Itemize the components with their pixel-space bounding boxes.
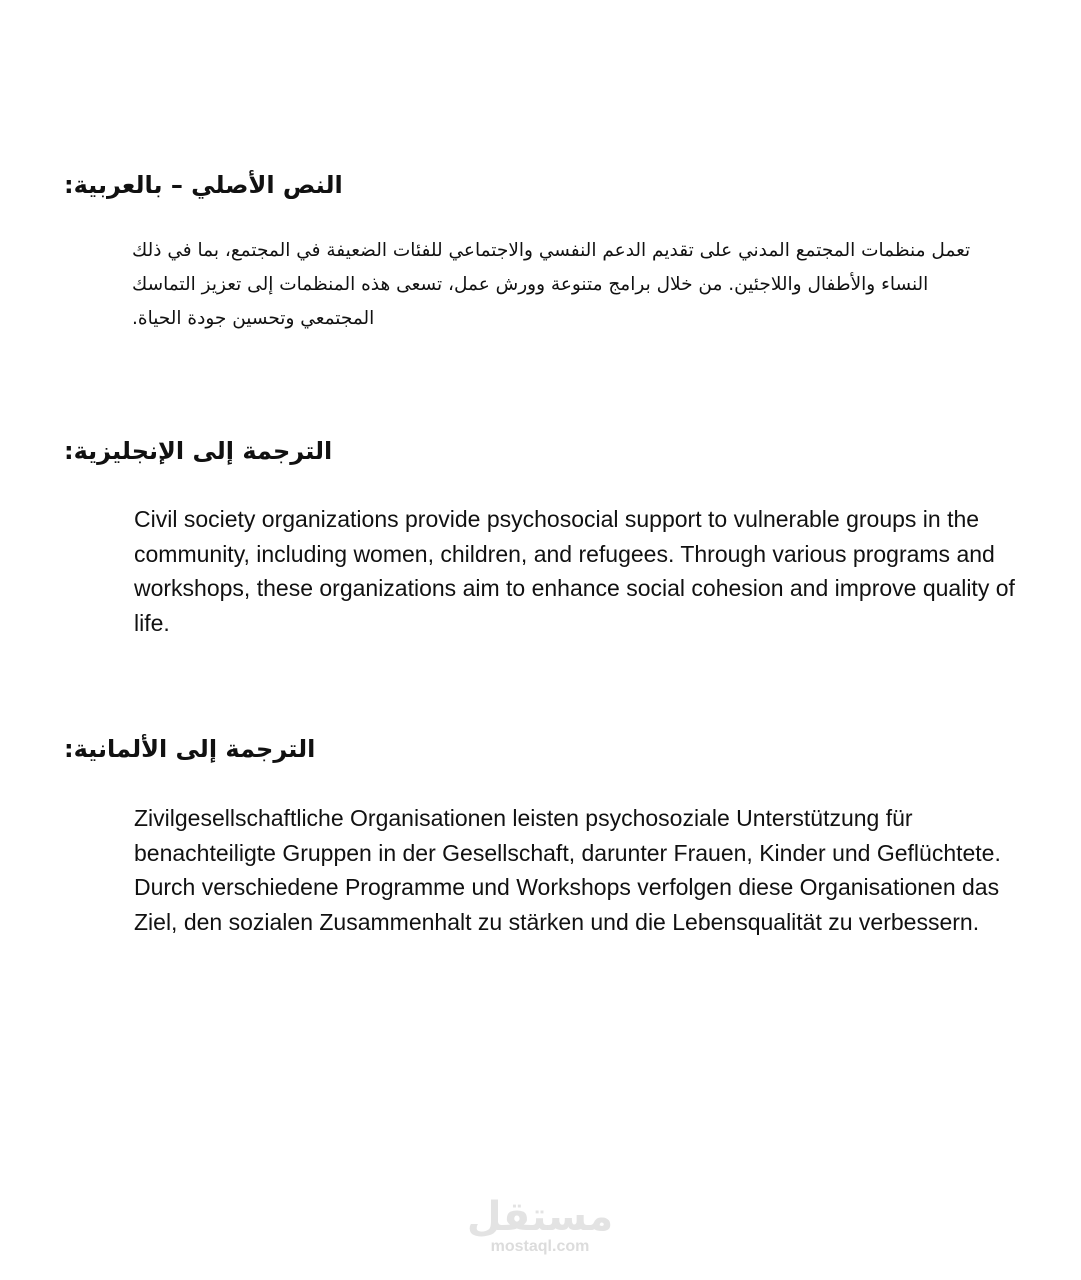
watermark-domain-text: mostaql.com — [490, 1238, 590, 1255]
watermark-logo-text: مستقل — [466, 1194, 614, 1240]
arabic-original-text: تعمل منظمات المجتمع المدني على تقديم الدعم النفسي والاجتماعي للفئات الضعيفة في المجتمع، بما في ذلك النساء والأطفال واللاجئين. من خلال برامج متنوعة وورش عمل، تسعى هذه المنظمات إلى تعزيز التماسك المجتمعي وتحسين جودة الحياة. — [132, 240, 971, 329]
mostaql-watermark — [440, 1196, 640, 1256]
english-translation-text: Civil society organizations provide psychosocial support to vulnerable groups in the community, including women, children, and refugees. Through various programs and workshops, these organizations aim to enhance social cohesion and improve quality of life. — [134, 506, 1015, 636]
german-translation-text: Zivilgesellschaftliche Organisationen leisten psychosoziale Unterstützung für benachteiligte Gruppen in der Gesellschaft, darunter Frauen, Kinder und Geflüchtete. Durch verschiedene Programme und Workshops verfolgen diese Organisationen das Ziel, den sozialen Zusammenhalt zu stärken und die Lebensqualität zu verbessern. — [134, 805, 1001, 935]
section-heading-original-arabic: النص الأصلي – بالعربية: — [64, 171, 343, 199]
section-heading-english-translation: الترجمة إلى الإنجليزية: — [64, 437, 333, 465]
section-heading-german-translation: الترجمة إلى الألمانية: — [64, 735, 316, 763]
